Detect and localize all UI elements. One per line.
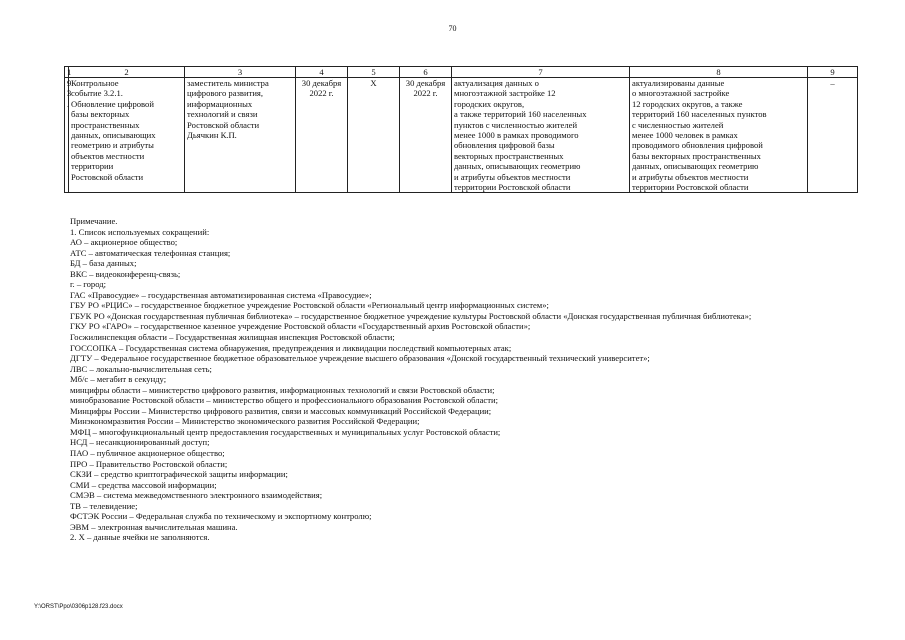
- cell-line: векторных пространственных: [454, 150, 564, 161]
- table-row: [65, 78, 858, 193]
- planned-result-cell: [452, 78, 630, 193]
- row-number: 93.: [65, 78, 69, 193]
- cell-line: 30 декабря: [405, 78, 446, 88]
- file-path-footer: Y:\ORST\Ppo\0306p128.f23.docx: [34, 604, 123, 610]
- abbreviation-item: ГАС «Правосудие» – государственная автоматизированная система «Правосудие»;: [70, 289, 372, 300]
- abbreviation-item: НСД – несанкционированный доступ;: [70, 437, 210, 448]
- abbreviation-item: Минцифры России – Министерство цифрового развития, связи и массовых коммуникаций Российской Федерации;: [70, 405, 492, 416]
- cell-line: проводимого обновления цифровой: [632, 140, 763, 151]
- header-cell: 7: [452, 67, 630, 78]
- abbreviation-item: ЭВМ – электронная вычислительная машина.: [70, 521, 238, 532]
- cell-line: цифрового развития,: [187, 88, 264, 99]
- cell-line: геометрию и атрибуты: [71, 140, 154, 151]
- abbreviation-item: ГКУ РО «ГАРО» – государственное казенное учреждение Ростовской области «Государственный архив Ростовской области»;: [70, 321, 531, 332]
- header-cell: 6: [400, 67, 452, 78]
- cell-line: и атрибуты объектов местности: [454, 171, 571, 182]
- abbreviation-item: ВКС – видеоконференц-связь;: [70, 268, 181, 279]
- cell-line: базы векторных пространственных: [632, 150, 761, 161]
- control-event-cell: [69, 78, 185, 193]
- cell-line: и атрибуты объектов местности: [632, 171, 749, 182]
- cell-line: менее 1000 человек в рамках: [632, 130, 738, 141]
- abbreviation-item: СМЭВ – система межведомственного электронного взаимодействия;: [70, 490, 323, 501]
- abbreviation-item: ГОССОПКА – Государственная система обнаружения, предупреждения и ликвидации последствий компьютерных атак;: [70, 342, 512, 353]
- actual-result-cell: [630, 78, 808, 193]
- header-cell: 4: [296, 67, 348, 78]
- cell-line: актуализация данных о: [454, 78, 539, 88]
- abbreviation-item: ЛВС – локально-вычислительная сеть;: [70, 363, 212, 374]
- cell-line: с численностью жителей: [632, 119, 724, 130]
- notes-item: 1. Список используемых сокращений:: [70, 226, 210, 237]
- abbreviation-item: ТВ – телевидение;: [70, 500, 138, 511]
- abbreviation-item: АО – акционерное общество;: [70, 237, 178, 248]
- events-table: [64, 66, 858, 193]
- x-cell: Х: [348, 78, 400, 193]
- abbreviation-item: Минэкономразвития России – Министерство экономического развития Российской Федерации;: [70, 416, 420, 427]
- cell-line: менее 1000 в рамках проводимого: [454, 130, 579, 141]
- comment-cell: –: [808, 78, 858, 193]
- abbreviation-item: ГБУ РО «РЦИС» – государственное бюджетное учреждение Ростовской области «Региональный центр информационных систем»;: [70, 300, 549, 311]
- cell-line: заместитель министра: [187, 78, 269, 88]
- cell-line: информационных: [187, 98, 253, 109]
- cell-line: актуализированы данные: [632, 78, 725, 88]
- notes-item: 2. Х – данные ячейки не заполняются.: [70, 532, 210, 543]
- cell-line: многоэтажной застройке 12: [454, 88, 556, 99]
- cell-line: а также территорий 160 населенных: [454, 109, 587, 120]
- cell-line: территории Ростовской области: [632, 182, 749, 193]
- abbreviation-item: АТС – автоматическая телефонная станция;: [70, 247, 231, 258]
- abbreviation-item: ФСТЭК России – Федеральная служба по техническому и экспортному контролю;: [70, 511, 372, 522]
- cell-line: 2022 г.: [309, 88, 334, 99]
- cell-line: обновления цифровой базы: [454, 140, 555, 151]
- cell-line: пунктов с численностью жителей: [454, 119, 578, 130]
- cell-line: пространственных: [71, 119, 140, 130]
- abbreviation-item: СМИ – средства массовой информации;: [70, 479, 217, 490]
- abbreviation-item: ГБУК РО «Донская государственная публичная библиотека» – государственное бюджетное учреждение культуры Ростовской области «Донская государственная публичная библиотека»;: [70, 310, 752, 321]
- cell-line: 12 городских округов, а также: [632, 98, 743, 109]
- cell-line: территории Ростовской области: [454, 182, 571, 193]
- notes-title: Примечание.: [70, 216, 118, 226]
- header-cell: 5: [348, 67, 400, 78]
- abbreviation-item: СКЗИ – средство криптографической защиты информации;: [70, 469, 288, 480]
- actual-date-cell: [400, 78, 452, 193]
- cell-line: объектов местности: [71, 150, 145, 161]
- cell-line: данных, описывающих геометрию: [632, 161, 759, 172]
- cell-line: данных, описывающих геометрию: [454, 161, 581, 172]
- cell-line: Контрольное: [71, 78, 119, 88]
- header-cell: 8: [630, 67, 808, 78]
- abbreviation-item: ПАО – публичное акционерное общество;: [70, 448, 225, 459]
- cell-line: Ростовской области: [71, 171, 144, 182]
- cell-line: событие 3.2.1.: [71, 88, 123, 99]
- header-cell: 3: [185, 67, 296, 78]
- cell-line: Дьячкин К.П.: [187, 130, 237, 141]
- responsible-cell: [185, 78, 296, 193]
- header-cell: 9: [808, 67, 858, 78]
- abbreviation-item: минцифры области – министерство цифрового развития, информационных технологий и связи Ростовской области;: [70, 384, 495, 395]
- cell-line: территорий 160 населенных пунктов: [632, 109, 767, 120]
- cell-line: городских округов,: [454, 98, 525, 109]
- cell-line: Ростовской области: [187, 119, 260, 130]
- cell-line: данных, описывающих: [71, 130, 156, 141]
- abbreviation-item: Госжилинспекция области – Государственная жилищная инспекция Ростовской области;: [70, 332, 395, 343]
- header-cell: 1: [65, 67, 69, 78]
- abbreviation-item: Мб/с – мегабит в секунду;: [70, 374, 167, 385]
- abbreviation-item: БД – база данных;: [70, 258, 137, 269]
- cell-line: базы векторных: [71, 109, 130, 120]
- header-row: [65, 67, 858, 78]
- abbreviation-item: ПРО – Правительство Ростовской области;: [70, 458, 228, 469]
- planned-date-cell: [296, 78, 348, 193]
- cell-line: территории: [71, 161, 114, 172]
- cell-line: 2022 г.: [413, 88, 438, 99]
- cell-line: Обновление цифровой: [71, 98, 154, 109]
- notes-section: [30, 216, 875, 543]
- abbreviation-item: ДГТУ – Федеральное государственное бюджетное образовательное учреждение высшего образования «Донской государственный технический университет»;: [70, 353, 650, 364]
- abbreviation-item: минобразование Ростовской области – министерство общего и профессионального образования Ростовской области;: [70, 395, 498, 406]
- cell-line: технологий и связи: [187, 109, 258, 120]
- cell-line: 30 декабря: [301, 78, 342, 88]
- abbreviation-item: МФЦ – многофункциональный центр предоставления государственных и муниципальных услуг Ростовской области;: [70, 426, 501, 437]
- abbreviation-item: г. – город;: [70, 279, 107, 290]
- page-number: 70: [448, 24, 457, 33]
- header-cell: 2: [69, 67, 185, 78]
- cell-line: о многоэтажной застройке: [632, 88, 730, 99]
